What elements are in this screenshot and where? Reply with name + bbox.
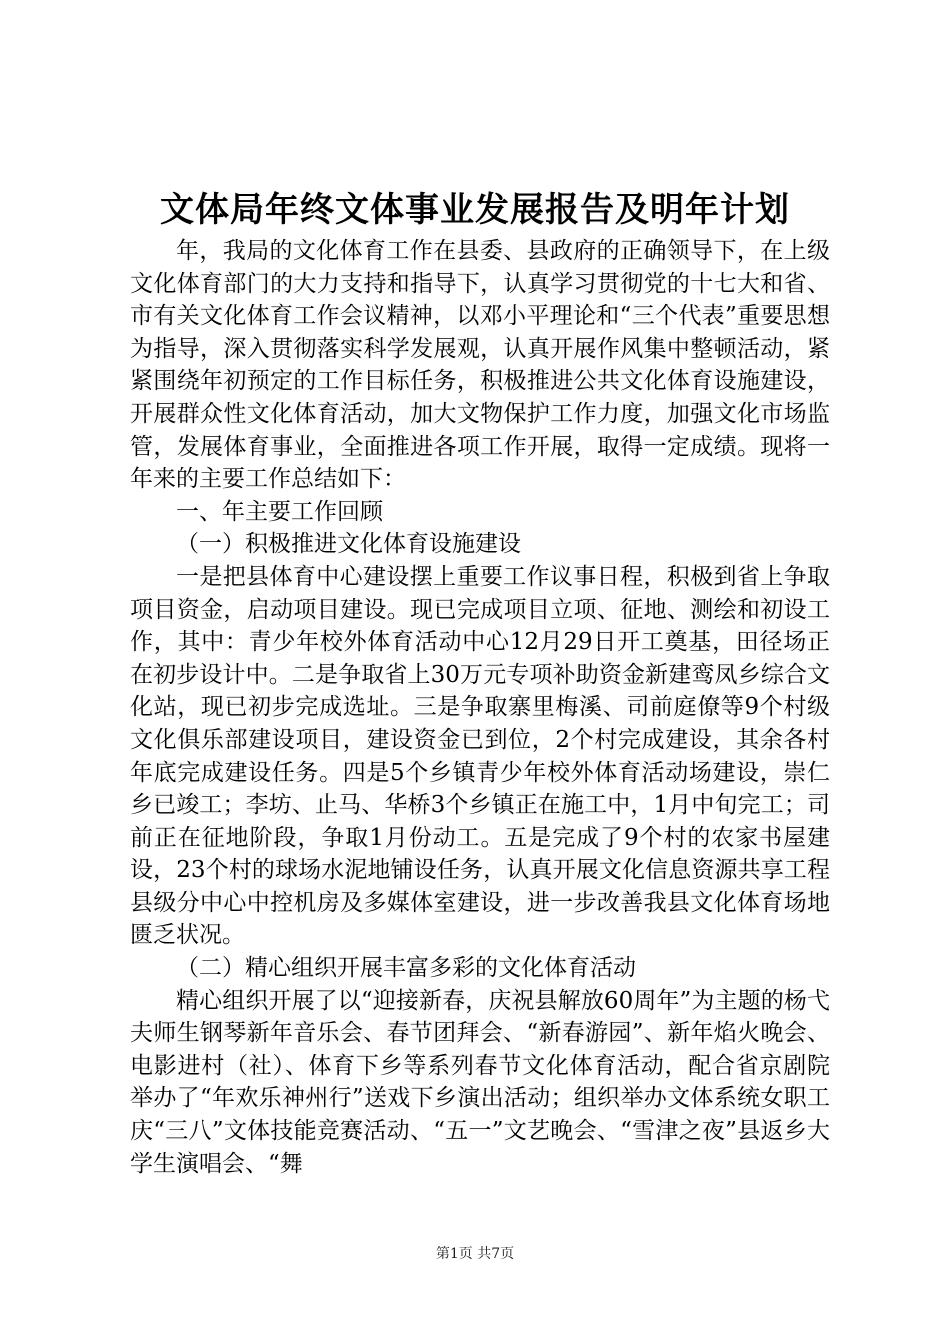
paragraph-activities: 精心组织开展了以“迎接新春，庆祝县解放60周年”为主题的杨弋夫师生钢琴新年音乐会、春节团拜会、“新春游园”、新年焰火晚会、电影进村（社）、体育下乡等系列春节文化体育活动，配合省京剧院举办了“年欢乐神州行”送戏下乡演出活动；组织举办文体系统女职工庆“三八”文体技能竞赛活动、“五一”文艺晚会、“雪津之夜”县返乡大学生演唱会、“舞: [130, 987, 830, 1177]
paragraph-intro: 年，我局的文化体育工作在县委、县政府的正确领导下，在上级文化体育部门的大力支持和指导下，认真学习贯彻党的十七大和省、市有关文化体育工作会议精神，以邓小平理论和“三个代表”重要思想为指导，深入贯彻落实科学发展观，认真开展作风集中整顿活动，紧紧围绕年初预定的工作目标任务，积极推进公共文化体育设施建设，开展群众性文化体育活动，加大文物保护工作力度，加强文化市场监管，发展体育事业，全面推进各项工作开展，取得一定成绩。现将一年来的主要工作总结如下：: [130, 238, 830, 493]
subsection-heading-1: （一）积极推进文化体育设施建设: [176, 531, 521, 558]
subsection-heading-2: （二）精心组织开展丰富多彩的文化体育活动: [176, 955, 636, 982]
section-heading: 一、年主要工作回顾: [176, 498, 383, 525]
page-number: 第1页 共7页: [435, 1246, 515, 1262]
document-body: [130, 235, 830, 1180]
document-title: 文体局年终文体事业发展报告及明年计划: [160, 190, 790, 230]
paragraph-facilities: 一是把县体育中心建设摆上重要工作议事日程，积极到省上争取项目资金，启动项目建设。现已完成项目立项、征地、测绘和初设工作，其中：青少年校外体育活动中心12月29日开工奠基，田径场正在初步设计中。二是争取省上30万元专项补助资金新建鸾凤乡综合文化站，现已初步完成选址。三是争取寨里梅溪、司前庭僚等9个村级文化俱乐部建设项目，建设资金已到位，2个村完成建设，其余各村年底完成建设任务。四是5个乡镇青少年校外体育活动场建设，崇仁乡已竣工；李坊、止马、华桥3个乡镇正在施工中，1月中旬完工；司前正在征地阶段，争取1月份动工。五是完成了9个村的农家书屋建设，23个村的球场水泥地铺设任务，认真开展文化信息资源共享工程县级分中心中控机房及多媒体室建设，进一步改善我县文化体育场地匮乏状况。: [130, 563, 830, 949]
